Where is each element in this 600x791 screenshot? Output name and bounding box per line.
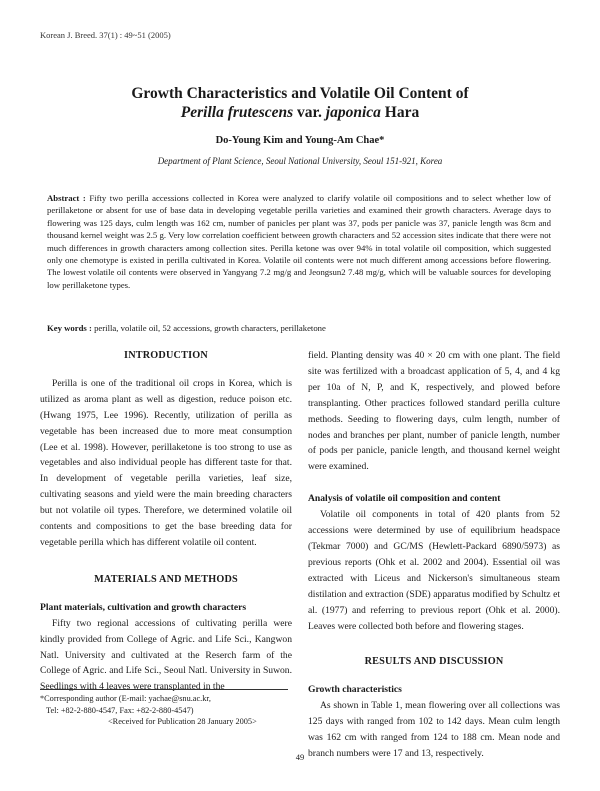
materials-methods-heading: MATERIALS AND METHODS [94, 573, 238, 585]
corresponding-author: *Corresponding author (E-mail: yachae@snu.ac.kr, [40, 694, 211, 703]
received-date: <Received for Publication 28 January 2005> [108, 717, 257, 727]
analysis-paragraph: Volatile oil components in total of 420 plants from 52 accessions were determined by use of equilibrium headspace (Tekmar 7000) and GC/MS (Hewlett-Packard 6890/5973) as previous reports (Ohk et al. 2002 and 2004). Essential oil was extracted with Liceus and Nickerson's simultaneous steam distilation and extraction (SDE) apparatus modified by Schultz et al. (1977) and referring to previous report (Ohk et al. 2000). Leaves were collected both before and flowering stages. [308, 509, 560, 632]
growth-paragraph: As shown in Table 1, mean flowering over all collections was 125 days with ranged from 102 to 142 days. Mean culm length was 162 cm with ranged from 124 to 188 cm. Mean node and branch numbers were 17 and 13, respectively. [308, 700, 560, 759]
footnote-rule [40, 689, 288, 690]
keywords-text: perilla, volatile oil, 52 accessions, growth characters, perillaketone [91, 323, 326, 333]
growth-heading: Growth characteristics [308, 684, 402, 696]
page-number: 49 [295, 752, 305, 762]
affiliation: Department of Plant Science, Seoul National University, Seoul 151-921, Korea [157, 156, 443, 166]
plant-materials-heading: Plant materials, cultivation and growth characters [40, 601, 247, 613]
abstract-label: Abstract : [47, 193, 86, 203]
title-var: var. [293, 104, 322, 121]
plant-materials-paragraph: Fifty two regional accessions of cultivating perilla were kindly provided from College of Agric. and Life Sci., Kangwon Natl. University and cultivated at the Reserch farm of the College of Agric. and Life Sci., Seoul Natl. University in Suwon. Seedlings with 4 leaves were transplanted in the [40, 617, 292, 693]
analysis-heading: Analysis of volatile oil composition and content [308, 493, 501, 505]
introduction-heading: INTRODUCTION [124, 350, 208, 361]
paper-title [40, 84, 560, 122]
authors: Do-Young Kim and Young-Am Chae* [215, 135, 385, 146]
keywords [47, 323, 551, 333]
abstract [47, 192, 551, 291]
title-line-2 [40, 103, 560, 122]
footnote [40, 693, 292, 728]
title-authority: Hara [380, 104, 420, 121]
methods-paragraph: field. Planting density was 40 × 20 cm with one plant. The field site was fertilized with a broadcast application of 5, 4, and 4 kg per 10a of N, P, and K, respectively, and plowed before transplanting. Other practices followed standard perilla culture methods. Seeding to flowering days, culm length, number of nodes and branches per plant, number of panicle length, number of pods per panicle, panicle length, and thousand kernel weight were examined. [308, 350, 560, 473]
keywords-label: Key words : [47, 323, 92, 333]
title-species: Perilla frutescens [180, 104, 294, 121]
results-heading: RESULTS AND DISCUSSION [364, 656, 504, 668]
contact-phone: Tel: +82-2-880-4547, Fax: +82-2-880-4547) [46, 705, 194, 715]
title-line-1: Growth Characteristics and Volatile Oil Content of [131, 85, 469, 102]
title-variety: japonica [321, 104, 381, 121]
journal-citation: Korean J. Breed. 37(1) : 49~51 (2005) [40, 30, 171, 40]
introduction-paragraph: Perilla is one of the traditional oil crops in Korea, which is utilized as aroma plant as well as digestion, reduce poison etc. (Hwang 1975, Lee 1996). Recently, utilization of perilla as vegetable has been increased due to more meat consumption (Lee et al. 1998). However, perillaketone is too strong to use as vegetables and also individual people has different taste for that. In development of vegetable perilla varieties, leaf size, cultivating seasons and yield were the main breeding characters but not volatile oil types. Therefore, we determined volatile oil contents and compositions to get the base breeding data for vegetable perilla which has different volatile oil content. [40, 377, 292, 548]
abstract-text: Fifty two perilla accessions collected in Korea were analyzed to clarify volatile oil compositions and to select whether low of perillaketone or absent for use of base data in developing vegetable perilla varieties and examined their growth characters. Average days to flowering was 125 days, culm length was 162 cm, number of panicles per plant was 37, pods per panicle was 37, panicle length was 8cm and thousand kernel weight was 2.5 g. Very low correlation coefficient between growth characters and 52 accession sites indicate that there were not much differences in growth characters among collection sites. Perilla ketone was over 94% in total volatile oil composition, which suggested only one chemotype is existed in perilla cultivated in Korea. Volatile oil contents were not much different among accessions before flowering. The lowest volatile oil contents were observed in Yangyang 7.2 mg/g and Jeongsun2 7.48 mg/g, which will be valuable sources for developing low perillaketone types. [47, 193, 551, 290]
right-column [308, 346, 560, 762]
left-column [40, 346, 292, 695]
